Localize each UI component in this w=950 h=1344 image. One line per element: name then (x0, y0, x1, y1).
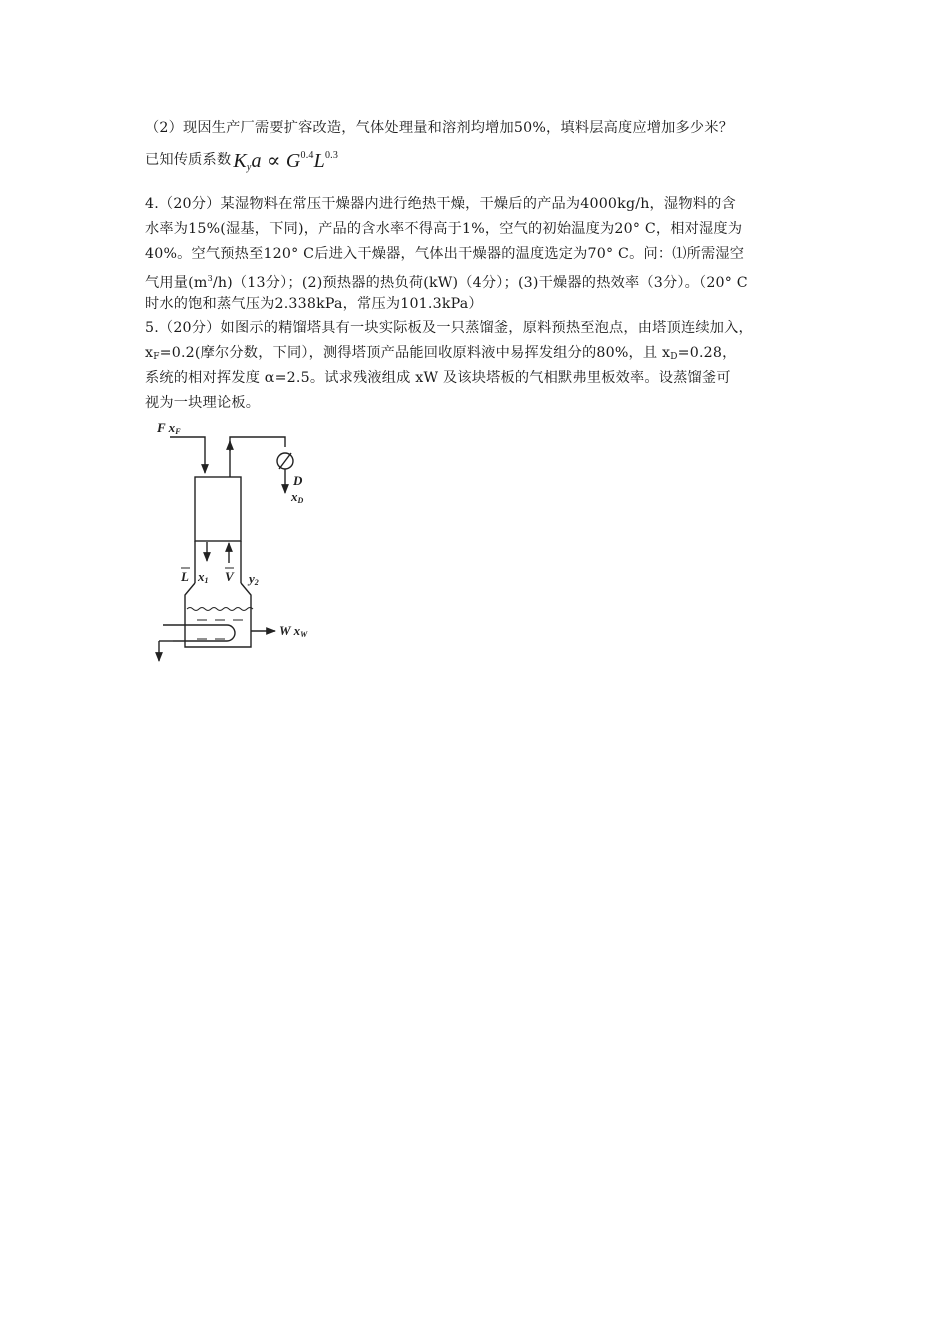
q5-line3: 系统的相对挥发度 α=2.5。试求残液组成 xW 及该块塔板的气相默弗里板效率。设蒸馏釜可 (145, 370, 731, 386)
still-pot (185, 583, 251, 647)
distillate-label: D (293, 473, 303, 488)
q3-part2-prefix: 已知传质系数 (145, 152, 232, 168)
q5-line2: $x_F=0.2$(摩尔分数，下同），测得塔顶产品能回收原料液中易挥发组分的80%，且 $x_D=0.28$， (145, 345, 737, 362)
column-top-section (195, 477, 241, 541)
q3-part2-line1: （2）现因生产厂需要扩容改造，气体处理量和溶剂均增加50%，填料层高度应增加多少米？ (145, 120, 734, 136)
distillate-composition-label: xD (291, 489, 304, 505)
feed-label: F xF (157, 420, 181, 436)
x1-label: x1 (198, 569, 209, 585)
mass-transfer-formula: $K_ya \propto G^{0.4}L^{0.3}$ (233, 150, 339, 173)
q4-line2: 水率为15%(湿基，下同)，产品的含水率不得高于1%，空气的初始温度为20° C，相对湿度为 (145, 221, 743, 237)
feed-line (170, 437, 205, 473)
liquid-flow-label: L (181, 569, 189, 584)
y2-label: y2 (249, 571, 259, 587)
liquid-surface (187, 608, 253, 611)
q4-line5: 时水的饱和蒸气压为2.338kPa，常压为101.3kPa） (145, 296, 483, 312)
q5-line4: 视为一块理论板。 (145, 395, 261, 411)
q5-line1: 5.（20分）如图示的精馏塔具有一块实际板及一只蒸馏釜，原料预热至泡点，由塔顶连续加入， (145, 320, 753, 336)
vapor-overhead-line (230, 437, 285, 477)
q4-line1: 4.（20分）某湿物料在常压干燥器内进行绝热干燥，干燥后的产品为4000kg/h，湿物料的含 (145, 196, 736, 212)
q4-line3: 40%。空气预热至120° C后进入干燥器，气体出干燥器的温度选定为70° C。问：⑴所需湿空 (145, 246, 745, 262)
bottoms-label: W xW (279, 623, 308, 639)
vapor-flow-label: V (225, 569, 234, 584)
q3-part2-line2 (145, 146, 338, 178)
distillation-column-figure (145, 415, 345, 670)
q4-line4: 气用量$(m^3/h)(13$分）；(2)预热器的热负荷(kW)（4分）；(3)干燥器的热效率（3分）。（20° C (145, 274, 748, 291)
